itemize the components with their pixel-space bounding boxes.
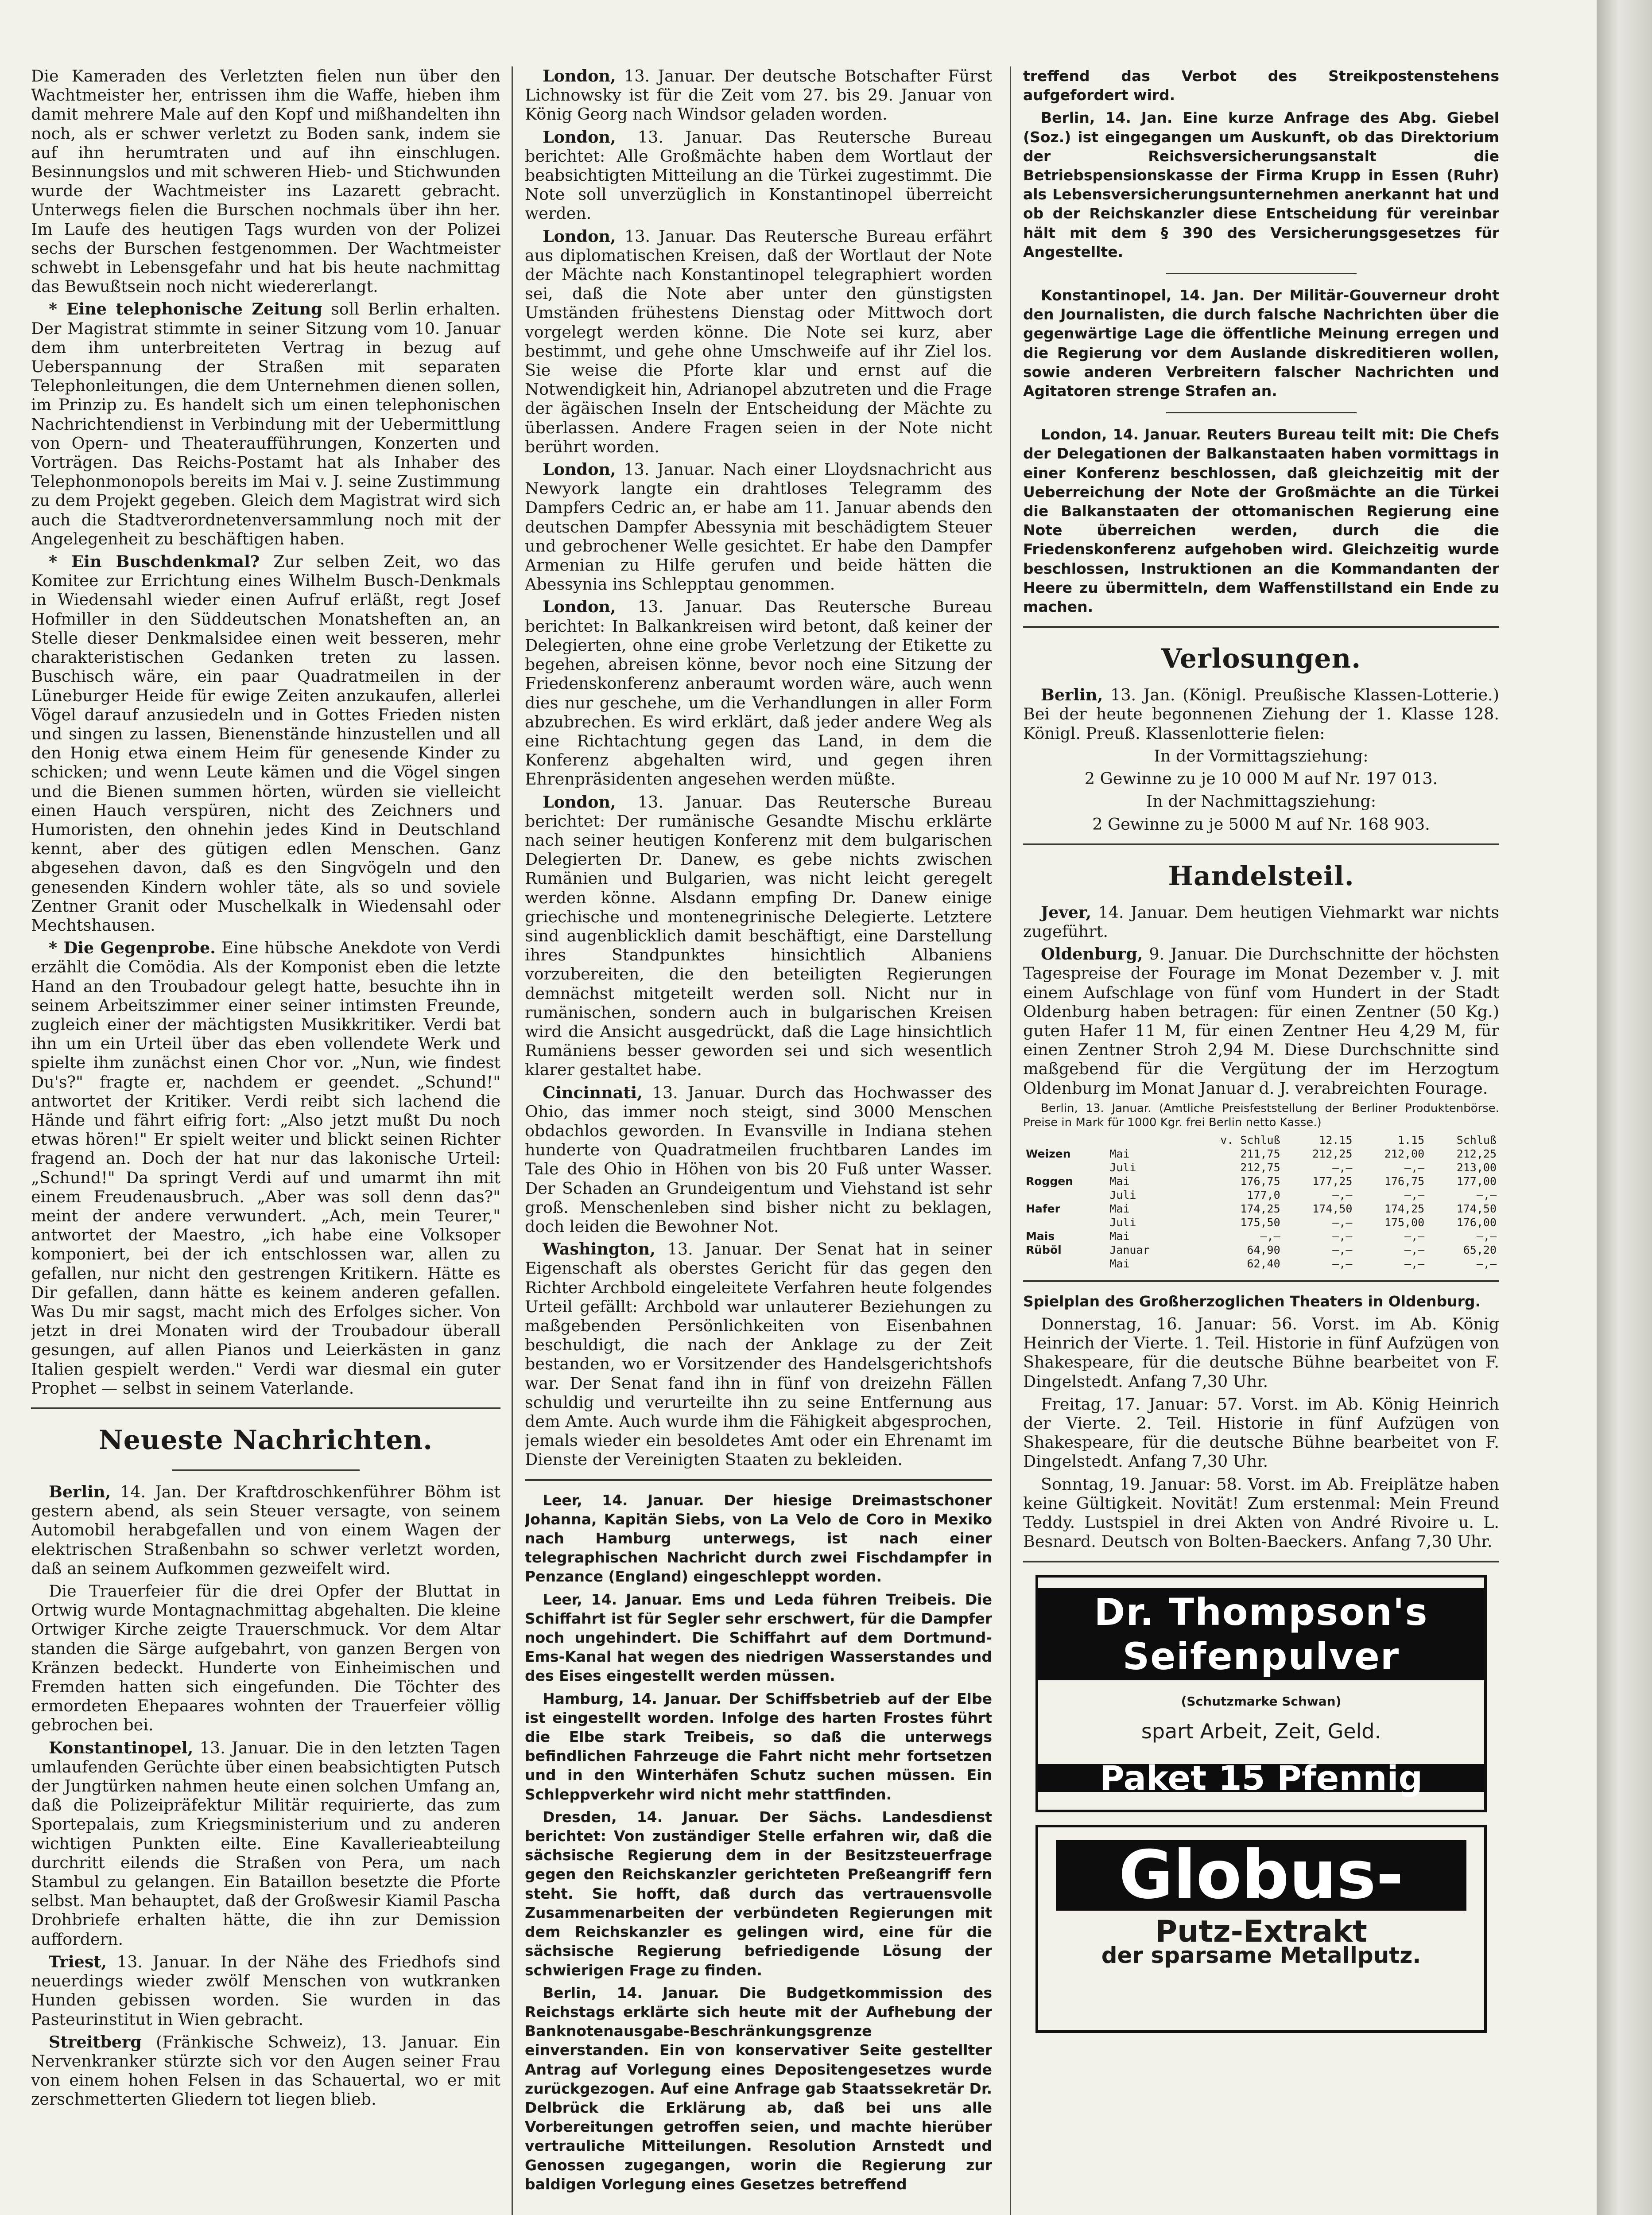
article-continued: Die Kameraden des Verletzten fielen nun über den Wachtmeister her, entrissen ihm die Waffe, hieben ihm damit mehrere Male auf den Kopf und mißhandelten ihn noch, als er schwer verletzt zu Boden sank, indem sie auf ihn herumtraten und auf ihn einschlugen. Besinnungslos und mit schweren Hieb- und Stichwunden wurde der Wachtmeister ins Lazarett gebracht. Unterwegs fielen die Burschen nochmals über ihn her. Im Laufe des heutigen Tags wurden von der Polizei sechs der Burschen festgenommen. Der Wachtmeister schwebt in Lebensgefahr und hat bis heute nachmittag das Bewußtsein noch nicht wiedererlangt. <box>31 66 500 296</box>
price-value: 175,00 <box>1384 1216 1425 1229</box>
price-row <box>1023 1161 1499 1174</box>
commodity-name <box>1023 1188 1107 1202</box>
price-value: 174,25 <box>1240 1202 1280 1215</box>
column-middle <box>525 66 992 2215</box>
news-item <box>525 227 992 456</box>
column-left <box>31 66 500 2215</box>
dateline: London, <box>543 460 616 479</box>
dateline: London, <box>543 597 616 617</box>
dateline: Cincinnati, <box>543 1083 643 1102</box>
news-item <box>31 1952 500 2029</box>
ad-subtitle: Putz-Extrakt <box>1155 1914 1367 1950</box>
news-item <box>525 460 992 594</box>
price-value: 177,0 <box>1247 1188 1280 1201</box>
price-value: 213,00 <box>1456 1161 1497 1174</box>
dateline: London, <box>543 127 616 147</box>
section-heading-lotteries: Verlosungen. <box>1161 643 1361 675</box>
lottery-subheading: In der Vormittagsziehung: <box>1154 746 1369 766</box>
news-text: 13. Januar. Durch das Hochwasser des Ohio, das immer noch steigt, sind 3000 Menschen obdachlos geworden. In Evansville in Indiana stehen hunderte von Quadratmeilen fruchtbaren Landes im Tale des Ohio in Höhen von bis 20 Fuß unter Wasser. Der Schaden an Grundeigentum und Viehstand ist sehr groß. Menschenleben sind bisher nicht zu beklagen, doch leiden die Bewohner Not. <box>525 1083 992 1236</box>
ad-slogan: der sparsame Metallputz. <box>1101 1942 1421 1968</box>
price-value: —,— <box>1332 1161 1353 1174</box>
article-title: * Ein Buschdenkmal? <box>49 552 260 571</box>
price-row <box>1023 1147 1499 1161</box>
divider <box>525 1479 992 1481</box>
section-heading-latest-news: Neueste Nachrichten. <box>98 1425 433 1456</box>
news-text: 13. Januar. Das Reutersche Bureau erfährt aus diplomatischen Kreisen, daß der Wortlaut der Note der Mächte nach Konstantinopel telegraphiert worden sei, daß die Note aber unter den günstigsten Umständen frühestens Dienstag oder Mittwoch dort vorgelegt werden könne. Die Note sei kurz, aber bestimmt, und gehe ohne Umschweife auf ihr Ziel los. Sie weise die Pforte klar und ernst auf die Notwendigkeit hin, Adrianopel abzutreten und die Frage der ägäischen Inseln der Entscheidung der Mächte zu überlassen. Andere Fragen seien in der Note nicht berührt worden. <box>525 226 992 456</box>
news-item <box>525 66 992 124</box>
dateline: Konstantinopel, <box>49 1738 194 1757</box>
price-value: —,— <box>1332 1257 1353 1270</box>
news-item <box>1023 903 1499 941</box>
price-value: 212,75 <box>1240 1161 1280 1174</box>
dateline: Washington, <box>543 1240 655 1259</box>
delivery-month: Juli <box>1109 1161 1136 1174</box>
price-row <box>1023 1188 1499 1202</box>
commodity-name <box>1023 1257 1107 1271</box>
dateline: Dresden, <box>543 1808 617 1826</box>
price-row <box>1023 1174 1499 1188</box>
divider <box>1023 843 1499 845</box>
dateline: London, <box>1041 426 1107 443</box>
delivery-month: Mai <box>1109 1229 1130 1243</box>
price-col-header: Schluß <box>1456 1133 1497 1146</box>
news-text: 13. Januar. Der deutsche Botschafter Fürst Lichnowsky ist für die Zeit vom 27. bis 29. Januar von König Georg nach Windsor geladen worden. <box>525 66 992 124</box>
dateline: Streitberg <box>49 2032 142 2052</box>
commodity-name: Mais <box>1026 1229 1055 1243</box>
lottery-subheading: In der Nachmittagsziehung: <box>1146 792 1377 811</box>
price-row <box>1023 1216 1499 1229</box>
advertisement-seifenpulver <box>1035 1575 1487 1812</box>
delivery-month: Januar <box>1109 1243 1150 1256</box>
commodity-name <box>1023 1161 1107 1174</box>
price-row <box>1023 1257 1499 1271</box>
price-table-caption: Berlin, 13. Januar. (Amtliche Preisfeststellung der Berliner Produktenbörse. Preise in Mark für 1000 Kgr. frei Berlin netto Kasse.) <box>1023 1101 1499 1129</box>
article-verdi-anecdote <box>31 938 500 1398</box>
price-value: 174,50 <box>1456 1202 1497 1215</box>
article-title: * Eine telephonische Zeitung <box>49 299 322 319</box>
divider <box>1023 1280 1499 1282</box>
price-value: —,— <box>1332 1229 1353 1243</box>
price-value: —,— <box>1404 1243 1425 1256</box>
divider <box>172 1469 360 1471</box>
news-text: 13. Januar. Das Reutersche Bureau berichtet: Alle Großmächte haben dem Wortlaut der beabsichtigten Mitteilung an die Türkei zugestimmt. Die Note soll unverzüglich in Konstantinopel überreicht werden. <box>525 127 992 223</box>
price-value: 212,25 <box>1312 1147 1353 1160</box>
dateline: London, <box>543 66 616 85</box>
dateline: Leer, <box>543 1491 582 1509</box>
dateline: London, <box>543 792 616 812</box>
price-row <box>1023 1229 1499 1243</box>
lottery-result: 2 Gewinne zu je 10 000 M auf Nr. 197 013. <box>1084 769 1438 789</box>
news-item-bold <box>1023 286 1499 400</box>
article-busch-monument <box>31 552 500 935</box>
news-item <box>525 597 992 789</box>
column-rule <box>1010 66 1011 2215</box>
price-value: —,— <box>1404 1188 1425 1201</box>
news-text: 13. Januar. Nach einer Lloydsnachricht aus Newyork langte ein drahtloses Telegramm des Dampfers Cedric an, er habe am 11. Januar abends den deutschen Dampfer Abessynia mit beschädigtem Steuer und gebrochener Welle gesichtet. Er habe den Dampfer Armenian zu Hilfe gerufen und beide hätten die Abessynia ins Schlepptau genommen. <box>525 460 992 594</box>
article-telephone-newspaper <box>31 299 500 548</box>
news-text: 14. Jan. Eine kurze Anfrage des Abg. Giebel (Soz.) ist eingegangen um Auskunft, ob das Direktorium der Reichsversicherungsanstalt die Betriebspensionskasse der Firma Krupp in Essen (Ruhr) als Lebensversicherungsunternehmen anerkannt hat und ob der Reichskanzler diese Entscheidung für vereinbar hält mit dem § 390 des Versicherungsgesetzes für Angestellte. <box>1023 109 1499 260</box>
price-col-header: 12.15 <box>1319 1133 1353 1146</box>
dateline: London, <box>543 226 616 246</box>
news-text: 13. Januar. In der Nähe des Friedhofs sind neuerdings wieder zwölf Menschen von wutkranken Hunden gebissen worden. Sie wurden in das Pasteurinstitut in Wien gebracht. <box>31 1952 500 2029</box>
divider <box>1023 626 1499 628</box>
commodity-name: Hafer <box>1026 1202 1060 1215</box>
news-text: 13. Januar. Der Senat hat in seiner Eigenschaft als oberstes Gericht für das gegen den Richter Archbold eingeleitete Verfahren heute folgendes Urteil gefällt: Archbold war unlauterer Beziehungen zu maßgebenden Persönlichkeiten von Eisenbahnen beschuldigt, die nach der Anklage zu der Zeit bestanden, wo er Vorsitzender des Handelsgerichtshofs war. Der Senat fand ihn in fünf von dreizehn Fällen schuldig und verurteilte ihn zu seine Entfernung aus dem Amte. Auch wurde ihm die Fähigkeit abgesprochen, jemals wieder ein besoldetes Amt oder ein Ehrenamt im Dienste der Vereinigten Staaten zu bekleiden. <box>525 1240 992 1469</box>
delivery-month: Mai <box>1109 1202 1130 1215</box>
price-value: 212,25 <box>1456 1147 1497 1160</box>
news-item-bold <box>525 1807 992 1980</box>
ad-trademark: (Schutzmarke Schwan) <box>1181 1694 1342 1709</box>
divider <box>31 1407 500 1409</box>
price-value: 174,25 <box>1384 1202 1425 1215</box>
news-text: 14. Januar. Ems und Leda führen Treibeis. Die Schiffahrt ist für Segler sehr erschwert, für die Dampfer noch ungehindert. Die Schiffahrt auf dem Dortmund-Ems-Kanal hat wegen des niedrigen Wasserstandes und des Eises eingestellt werden müssen. <box>525 1590 992 1685</box>
news-text: 14. Jan. Der Militär-Gouverneur droht den Journalisten, die durch falsche Nachrichten über die gegenwärtige Lage die öffentliche Meinung erregen und die Regierung vor dem Auslande diskreditieren wollen, sowie anderen Verbreitern falscher Nachrichten und Agitatoren strenge Strafen an. <box>1023 287 1499 400</box>
theater-heading: Spielplan des Großherzoglichen Theaters in Oldenburg. <box>1023 1292 1481 1310</box>
dateline: Konstantinopel, <box>1041 287 1172 304</box>
news-text: 14. Januar. Dem heutigen Viehmarkt war nichts zugeführt. <box>1023 902 1499 941</box>
price-value: —,— <box>1476 1257 1497 1270</box>
dateline: Jever, <box>1041 902 1092 922</box>
delivery-month: Mai <box>1109 1174 1130 1188</box>
price-table-header <box>1023 1133 1499 1147</box>
divider <box>1166 412 1357 413</box>
commodity-name: Rüböl <box>1026 1243 1062 1256</box>
news-item <box>525 128 992 223</box>
price-value: —,— <box>1404 1257 1425 1270</box>
news-item <box>31 2032 500 2109</box>
price-table <box>1023 1133 1499 1271</box>
news-text: 14. Januar. Reuters Bureau teilt mit: Die Chefs der Delegationen der Balkanstaaten haben vormittags in einer Konferenz beschlossen, daß gleichzeitig mit der Ueberreichung der Note der Großmächte an die Türkei die Balkanstaaten der ottomanischen Regierung eine Note überreichen werden, durch die die Friedenskonferenz aufgehoben wird. Gleichzeitig wurde beschlossen, Instruktionen an die Kommandanten der Heere zu übermitteln, dem Waffenstillstand ein Ende zu machen. <box>1023 426 1499 616</box>
article-body: Zur selben Zeit, wo das Komitee zur Errichtung eines Wilhelm Busch-Denkmals in Wiedensahl wieder einen Aufruf erläßt, regt Josef Hofmiller in den Süddeutschen Monatsheften an, an Stelle dieser Denkmalsidee einen weit besseren, mehr charakteristischen Gedanken treten zu lassen. Buschisch wäre, ein paar Quadratmeilen in der Lüneburger Heide für ewige Zeiten anzukaufen, allerlei Vögel darauf anzusiedeln und in Gottes Frieden nisten und singen zu lassen, Bienenstände hinzustellen und all den Honig etwa einem Heim für genesende Kinder zu schicken; und wenn Leute kämen und die Vögel singen und die Bienen summen hörten, würden sie vielleicht einen Hauch verspüren, nicht des Zeichners und Humoristen, den ohnehin jedes Kind in Deutschland kennt, aber des gütigen edlen Menschen. Ganz abgesehen davon, daß es den Singvögeln und den genesenden Kindern wohler täte, als so und soviele Zentner Granit oder Muschelkalk in Wiedensahl oder Mechtshausen. <box>31 552 500 935</box>
news-text: 13. Januar. Das Reutersche Bureau berichtet: In Balkankreisen wird betont, daß keiner der Delegierten, ohne eine grobe Verletzung der Etikette zu begehen, abreisen könne, bevor noch eine Sitzung der Friedenskonferenz anberaumt worden wäre, auch wenn dies nur geschehe, um die Verhandlungen in aller Form abzubrechen. Es wird erklärt, daß jeder andere Weg als eine Richtachtung gegen das Land, in dem die Konferenz abgehalten wird, und gegen ihren Ehrenpräsidenten angesehen werden müßte. <box>525 597 992 789</box>
news-text: 14. Januar. Die Budgetkommission des Reichstags erklärte sich heute mit der Aufhebung der Banknotenausgabe-Beschränkungsgrenze einverstanden. Ein von konservativer Seite gestellter Antrag auf Vorlegung eines Depositengesetzes wurde zurückgezogen. Auf eine Anfrage gab Staatssekretär Dr. Delbrück die Erklärung ab, daß bei uns alle Vorbereitungen getroffen seien, und machte hierüber vertrauliche Mitteilungen. Resolution Arnstedt und Genossen zugegangen, worin die Regierung zur baldigen Vorlegung eines Gesetzes betreffend <box>525 1984 992 2193</box>
delivery-month: Juli <box>1109 1216 1136 1229</box>
price-value: —,— <box>1476 1229 1497 1243</box>
dateline: Leer, <box>543 1590 582 1608</box>
dateline: Triest, <box>49 1952 107 1971</box>
price-value: 176,00 <box>1456 1216 1497 1229</box>
page-edge <box>1597 0 1652 2215</box>
news-item <box>31 1738 500 1949</box>
commodity-name: Roggen <box>1026 1174 1073 1188</box>
price-col-header <box>1107 1133 1179 1147</box>
news-text: 13. Januar. Das Reutersche Bureau berichtet: Der rumänische Gesandte Mischu erklärte nach seiner heutigen Konferenz mit dem bulgarischen Delegierten Dr. Danew, es gebe nichts zwischen Rumänien und Bulgarien, was nicht leicht geregelt werden könne. Alsdann empfing Dr. Danew einige griechische und montenegrinische Delegierte. Letztere sind augenblicklich damit beschäftigt, eine Darstellung ihres Standpunktes hinsichtlich Albaniens vorzubereiten, die den beteiligten Regierungen demnächst mitgeteilt werden soll. Nicht nur in rumänischen, sondern auch in bulgarischen Kreisen wird die Ansicht ausgedrückt, daß die Lage hinsichtlich Rumäniens besser geworden sei und sich wesentlich klarer gestaltet habe. <box>525 792 992 1080</box>
price-row <box>1023 1243 1499 1257</box>
dateline: Berlin, <box>1041 685 1103 705</box>
news-text: 14. Jan. Der Kraftdroschkenführer Böhm ist gestern abend, als sein Steuer versagte, von seinem Automobil herabgefallen und von einem Wagen der elektrischen Straßenbahn so schwer verletzt worden, daß an seinem Aufkommen gezweifelt wird. <box>31 1482 500 1578</box>
advertisement-globus <box>1035 1825 1487 2033</box>
column-right <box>1023 66 1499 2215</box>
price-col-header: v. Schluß <box>1220 1133 1280 1146</box>
section-heading-commerce: Handelsteil. <box>1168 860 1354 892</box>
ad-slogan: spart Arbeit, Zeit, Geld. <box>1141 1719 1381 1743</box>
news-item <box>1023 685 1499 743</box>
price-value: 62,40 <box>1247 1257 1280 1270</box>
news-item <box>31 1482 500 1578</box>
theater-entry: Donnerstag, 16. Januar: 56. Vorst. im Ab. König Heinrich der Vierte. 1. Teil. Historie in fünf Aufzügen von Shakespeare, für die deutsche Bühne bearbeitet von F. Dingelstedt. Anfang 7,30 Uhr. <box>1023 1314 1499 1391</box>
news-text: 14. Januar. Der Schiffsbetrieb auf der Elbe ist eingestellt worden. Infolge des harten Frostes führt die Elbe stark Treibeis, so daß die unterwegs befindlichen Fahrzeuge die Fahrt nicht mehr fortsetzen und in den Winterhäfen Schutz suchen müssen. Ein Schleppverkehr wird nicht mehr stattfinden. <box>525 1690 992 1803</box>
ad-price: Paket 15 Pfennig <box>1038 1764 1484 1792</box>
article-title: * Die Gegenprobe. <box>49 938 216 958</box>
news-text: 9. Januar. Die Durchschnitte der höchsten Tagespreise der Fourage im Monat Dezember v. J. mit einem Aufschlage von fünf vom Hundert in der Stadt Oldenburg haben betragen: für einen Zentner (50 Kg.) guten Hafer 11 M, für einen Zentner Heu 4,29 M, für einen Zentner Stroh 2,94 M. Diese Durchschnitte sind maßgebend für die Vergütung der im Herzogtum Oldenburg im Monat Januar d. J. verabreichten Fourage. <box>1023 944 1499 1098</box>
news-text: 14. Januar. Der Sächs. Landesdienst berichtet: Von zuständiger Stelle erfahren wir, daß die sächsische Regierung dem in der Besitzsteuerfrage gegen den Reichskanzler gerichteten Preßeangriff fern steht. Sie hofft, daß durch das vertrauensvolle Zusammenarbeiten der verbündeten Regierungen mit dem Reichskanzler es gelingen wird, eine für die sächsische Regierung befriedigende Lösung der schwierigen Frage zu finden. <box>525 1808 992 1979</box>
commodity-name: Weizen <box>1026 1147 1071 1160</box>
news-text: 13. Jan. (Königl. Preußische Klassen-Lotterie.) Bei der heute begonnenen Ziehung der 1. Klasse 128. Königl. Preuß. Klassenlotterie fielen: <box>1023 685 1499 743</box>
price-col-header: 1.15 <box>1397 1133 1425 1146</box>
dateline: Berlin, <box>1041 109 1095 127</box>
news-item-bold <box>1023 108 1499 261</box>
news-item-bold <box>525 1491 992 1586</box>
price-value: 177,25 <box>1312 1174 1353 1188</box>
news-item <box>525 793 992 1080</box>
news-text: 14. Januar. Der hiesige Dreimastschoner Johanna, Kapitän Siebs, von La Velo de Coro in Mexiko nach Hamburg unterwegs, ist nach einer telegraphischen Nachricht durch zwei Fischdampfer in Penzance (England) eingeschleppt worden. <box>525 1491 992 1585</box>
news-item: Die Trauerfeier für die drei Opfer der Bluttat in Ortwig wurde Montagnachmittag abgehalten. Die kleine Ortwiger Kirche zeigte Trauerschmuck. Vor dem Altar standen die Särge aufgebahrt, von ganzen Bergen von Kränzen bedeckt. Hunderte von Einheimischen und Fremden hatten sich eingefunden. Die Töchter des ermordeten Ehepaares wohnten der Trauerfeier völlig gebrochen bei. <box>31 1582 500 1735</box>
news-item <box>1023 944 1499 1098</box>
dateline: Berlin, <box>49 1482 111 1502</box>
news-item-bold: treffend das Verbot des Streikpostenstehens aufgefordert wird. <box>1023 67 1499 104</box>
news-item-bold <box>525 1983 992 2194</box>
price-value: —,— <box>1260 1229 1280 1243</box>
news-item-bold <box>525 1590 992 1686</box>
price-value: —,— <box>1332 1243 1353 1256</box>
dateline: Oldenburg, <box>1041 944 1143 964</box>
price-value: —,— <box>1476 1188 1497 1201</box>
price-value: 65,20 <box>1463 1243 1497 1256</box>
price-value: 175,50 <box>1240 1216 1280 1229</box>
price-value: 174,50 <box>1312 1202 1353 1215</box>
news-item <box>525 1240 992 1469</box>
divider <box>1023 1561 1499 1562</box>
news-item-bold <box>525 1689 992 1804</box>
news-text: (Fränkische Schweiz), 13. Januar. Ein Nervenkranker stürzte sich vor den Augen seiner Frau von einem hohen Felsen in das Schauertal, wo er mit zerschmetterten Gliedern tot liegen blieb. <box>31 2032 500 2109</box>
price-value: —,— <box>1332 1216 1353 1229</box>
lottery-result: 2 Gewinne zu je 5000 M auf Nr. 168 903. <box>1092 814 1430 834</box>
news-item-bold <box>1023 425 1499 616</box>
news-text: 13. Januar. Die in den letzten Tagen umlaufenden Gerüchte über einen beabsichtigten Putsch der Jungtürken nahmen heute einen solchen Umfang an, daß die Polizeipräfektur Militär requirierte, das zum Sportepalais, zum Kriegsministerium und zu anderen wichtigen Punkten eilte. Eine Kavallerieabteilung durchritt eilends die Straßen von Pera, um nach Stambul zu gelangen. Ein Bataillon besetzte die Pforte selbst. Man behauptet, daß der Großwesir Kiamil Pascha Drohbriefe erhalten hätte, die ihn zur Demission auffordern. <box>31 1738 500 1949</box>
ad-title: Dr. Thompson's Seifenpulver <box>1038 1588 1484 1680</box>
theater-entry: Freitag, 17. Januar: 57. Vorst. im Ab. König Heinrich der Vierte. 2. Teil. Historie in fünf Aufzügen von Shakespeare, für die deutsche Bühne bearbeitet von F. Dingelstedt. Anfang 7,30 Uhr. <box>1023 1394 1499 1471</box>
price-value: —,— <box>1404 1161 1425 1174</box>
price-value: 176,75 <box>1384 1174 1425 1188</box>
price-value: —,— <box>1404 1229 1425 1243</box>
price-value: 64,90 <box>1247 1243 1280 1256</box>
ad-title: Globus- <box>1056 1840 1466 1911</box>
price-value: 211,75 <box>1240 1147 1280 1160</box>
price-col-header <box>1023 1133 1107 1147</box>
price-value: 212,00 <box>1384 1147 1425 1160</box>
column-rule <box>512 66 513 2215</box>
price-value: —,— <box>1332 1188 1353 1201</box>
article-body: Eine hübsche Anekdote von Verdi erzählt die Comödia. Als der Komponist eben die letzte Hand an den Troubadour gelegt hatte, besuchte ihn in seinem Arbeitszimmer einer seiner intimsten Freunde, zugleich einer der mächtigsten Musikkritiker. Verdi bat ihn um ein Urteil über das eben vollendete Werk und spielte ihm zunächst einen Chor vor. „Nun, wie findest Du's?" fragte er, nachdem er geendet. „Schund!" antwortet der Kritiker. Verdi reibt sich lachend die Hände und fährt eifrig fort: „Also jetzt mußt Du noch etwas hören!" Er spielt weiter und blickt seinen Richter fragend an. Doch der hat nur das lakonische Urteil: „Schund!" Da springt Verdi auf und umarmt ihn mit einem Freudenausbruch. „Aber was soll denn das?" meint der andere verwundert. „Ach, mein Teurer," antwortet der Maestro, „ich habe eine Volksoper komponiert, bei der ich entschlossen war, allen zu gefallen, nur nicht den gestrengen Kritikern. Hätte es Dir gefallen, dann hätte es keinem anderen gefallen. Was Du mir sagst, macht mich des Erfolges sicher. Von jetzt in drei Monaten wird der Troubadour überall gesungen, auf allen Pianos und Leierkästen in ganz Italien gespielt werden." Verdi war diesmal ein guter Prophet — selbst in seinem Vaterlande. <box>31 938 500 1398</box>
price-value: 176,75 <box>1240 1174 1280 1188</box>
news-item <box>525 1083 992 1236</box>
price-row <box>1023 1202 1499 1216</box>
dateline: Berlin, <box>543 1984 597 2001</box>
price-table-body <box>1023 1147 1499 1271</box>
delivery-month: Mai <box>1109 1147 1130 1160</box>
divider <box>1166 273 1357 274</box>
price-value: 177,00 <box>1456 1174 1497 1188</box>
dateline: Hamburg, <box>543 1690 624 1707</box>
article-body: soll Berlin erhalten. Der Magistrat stimmte in seiner Sitzung vom 10. Januar dem ihm unterbreiteten Vertrag in bezug auf Ueberspannung der Straßen mit separaten Telephonleitungen, die dem Unternehmen dienen sollen, im Prinzip zu. Es handelt sich um einen telephonischen Nachrichtendienst in Verbindung mit der Uebermittlung von Opern- und Theateraufführungen, Konzerten und Vorträgen. Das Reichs-Postamt hat als Inhaber des Telephonmonopols bereits im Mai v. J. seine Zustimmung zu dem Projekt gegeben. Gleich dem Magistrat wird sich auch die Stadtverordnetenversammlung noch mit der Angelegenheit zu beschäftigen haben. <box>31 299 500 548</box>
commodity-name <box>1023 1216 1107 1229</box>
delivery-month: Mai <box>1109 1257 1130 1270</box>
delivery-month: Juli <box>1109 1188 1136 1201</box>
theater-entry: Sonntag, 19. Januar: 58. Vorst. im Ab. Freiplätze haben keine Gültigkeit. Novität! Zum erstenmal: Mein Freund Teddy. Lustspiel in drei Akten von André Rivoire u. L. Besnard. Deutsch von Bolten-Baeckers. Anfang 7,30 Uhr. <box>1023 1474 1499 1551</box>
